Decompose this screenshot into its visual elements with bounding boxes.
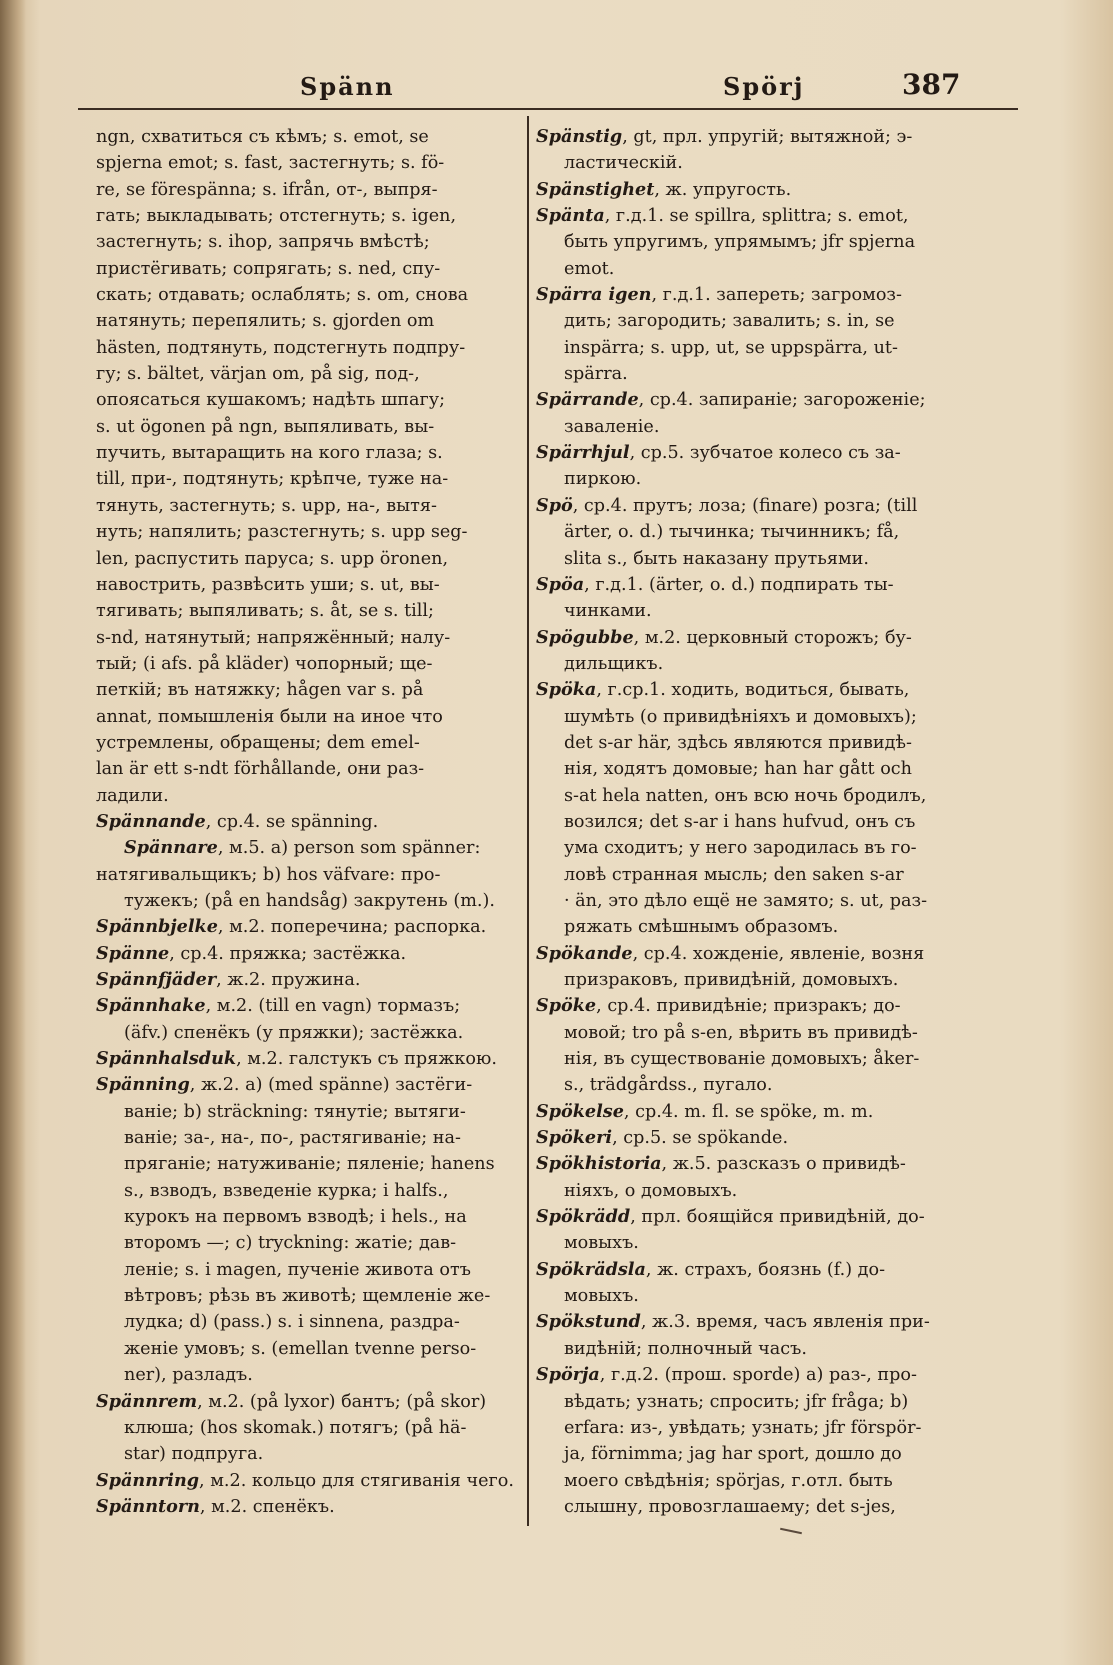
- right-column-line: s., trädgårdss., пугало.: [564, 1075, 773, 1096]
- headword: Spökande: [536, 942, 633, 964]
- left-column-line: s-nd, натянутый; напряжённый; налу-: [96, 627, 451, 648]
- headword: Spännbjelke: [96, 916, 218, 938]
- headword: Spännande: [96, 810, 206, 832]
- headword: Spärra igen: [536, 284, 652, 306]
- print-mark: [780, 1528, 802, 1535]
- book-spine-shadow: [0, 0, 26, 1665]
- headword: Spöa: [536, 573, 585, 595]
- left-column-line: клюша; (hos skomak.) потягъ; (på hä-: [124, 1417, 467, 1438]
- headword: Spännhalsduk: [96, 1048, 237, 1070]
- left-column-line: hästen, подтянуть, подстегнуть подпру-: [96, 337, 466, 358]
- right-column: [536, 124, 982, 1520]
- headword: Spänstighet: [536, 178, 655, 200]
- left-column-line: Spännare, м.5. a) person som spänner:: [124, 837, 481, 859]
- left-column-line: Spännring, м.2. кольцо для стягиванія чего.: [96, 1469, 514, 1491]
- headword: Spörja: [536, 1364, 600, 1386]
- right-column-line: призраковъ, привидѣній, домовыхъ.: [564, 970, 899, 990]
- right-column-line: видѣній; полночный часъ.: [564, 1338, 807, 1359]
- right-column-line: мовыхъ.: [564, 1233, 639, 1254]
- headword: Spöke: [536, 995, 597, 1017]
- right-column-line: слышну, провозглашаему; det s-jes,: [564, 1496, 896, 1517]
- right-column-line: нія, въ существованіе домовыхъ; åker-: [564, 1049, 920, 1070]
- left-running-head: Spänn: [300, 72, 395, 101]
- headword: Spänstig: [536, 126, 623, 147]
- left-column-line: натянуть; перепялить; s. gjorden om: [96, 311, 435, 332]
- column-divider: [527, 116, 529, 1526]
- left-column-line: нуть; напялить; разстегнуть; s. upp seg-: [96, 522, 468, 543]
- right-column-line: ніяхъ, о домовыхъ.: [564, 1180, 738, 1201]
- right-column-line: заваленіе.: [564, 416, 660, 437]
- left-column-line: пучить, вытаращить на кого глаза; s.: [96, 443, 443, 464]
- right-column-line: Spökhistoria, ж.5. разсказъ о привидѣ-: [536, 1153, 906, 1175]
- right-column-line: вѣдать; узнать; спросить; jfr fråga; b): [564, 1391, 909, 1412]
- headword: Spännfjäder: [96, 969, 217, 990]
- right-column-line: пиркою.: [564, 469, 642, 490]
- headword: Spärrande: [536, 389, 639, 411]
- headword: Spögubbe: [536, 626, 634, 648]
- left-column-line: Spänning, ж.2. a) (med spänne) застёги-: [96, 1074, 473, 1096]
- left-column-line: ваніе; b) sträckning: тянутіе; вытяги-: [124, 1101, 466, 1122]
- left-column-line: Spännhake, м.2. (till en vagn) тормазъ;: [96, 995, 461, 1017]
- left-column-line: лудка; d) (pass.) s. i sinnena, раздра-: [124, 1312, 460, 1333]
- left-column-line: тягивать; выпяливать; s. åt, se s. till;: [96, 601, 434, 622]
- right-column-line: slita s., быть наказану прутьями.: [564, 548, 869, 569]
- left-column-line: s., взводъ, взведеніе курка; i halfs.,: [124, 1180, 449, 1201]
- right-column-line: Spökande, ср.4. хожденіе, явленіе, возня: [536, 942, 925, 964]
- right-column-line: Spörja, г.д.2. (прош. sporde) a) раз-, про-: [536, 1364, 917, 1386]
- right-column-line: Spänstighet, ж. упругость.: [536, 178, 792, 200]
- left-column-line: Spänntorn, м.2. спенёкъ.: [96, 1495, 335, 1517]
- headword: Spänning: [96, 1074, 190, 1096]
- left-column-line: ваніе; за-, на-, по-, растягиваніе; на-: [124, 1128, 461, 1149]
- headword: Spännrem: [96, 1390, 198, 1412]
- right-column-line: ловѣ странная мысль; den saken s-ar: [564, 864, 904, 885]
- left-column-line: len, распустить паруса; s. upp öronen,: [96, 548, 449, 569]
- left-column: [96, 124, 520, 1520]
- left-column-line: пристёгивать; сопрягать; s. ned, спу-: [96, 258, 441, 279]
- left-column-line: till, при-, подтянуть; крѣпче, туже на-: [96, 469, 449, 490]
- right-column-line: det s-ar här, здѣсь являются привидѣ-: [564, 732, 912, 753]
- right-column-line: возился; det s-ar i hans hufvud, онъ съ: [564, 811, 916, 832]
- headword: Spökrädd: [536, 1206, 631, 1228]
- right-column-line: · än, это дѣло ещё не замято; s. ut, раз-: [564, 890, 928, 911]
- headword: Spännare: [124, 837, 218, 859]
- left-column-line: ner), разладъ.: [124, 1365, 253, 1386]
- left-column-line: (äfv.) спенёкъ (у пряжки); застёжка.: [124, 1022, 464, 1043]
- page-number: 387: [902, 68, 961, 101]
- left-column-line: второмъ —; c) tryckning: жатіе; дав-: [124, 1233, 457, 1254]
- left-column-line: Spännande, ср.4. se spänning.: [96, 810, 379, 832]
- headword: Spöka: [536, 679, 597, 701]
- left-column-line: lan är ett s-ndt förhållande, они раз-: [96, 759, 425, 780]
- headword: Spökhistoria: [536, 1153, 662, 1175]
- right-column-line: ума сходитъ; у него зародилась въ го-: [564, 838, 917, 859]
- left-column-line: ладили.: [96, 785, 169, 806]
- left-column-line: гать; выкладывать; отстегнуть; s. igen,: [96, 206, 457, 227]
- right-column-line: ряжать смѣшнымъ образомъ.: [564, 917, 839, 938]
- right-column-line: ärter, o. d.) тычинка; тычинникъ; få,: [564, 522, 900, 543]
- right-column-line: Spökstund, ж.3. время, часъ явленія при-: [536, 1311, 930, 1333]
- left-column-line: навострить, развѣсить уши; s. ut, вы-: [96, 574, 440, 595]
- headword: Spökstund: [536, 1311, 641, 1333]
- right-column-line: ластическій.: [564, 153, 683, 174]
- left-column-line: петкій; въ натяжку; hågen var s. på: [96, 680, 424, 701]
- header-rule: [78, 108, 1018, 110]
- left-column-line: Spännrem, м.2. (på lyxor) бантъ; (på skor): [96, 1390, 487, 1412]
- right-column-line: Spänstig, gt, прл. упругій; вытяжной; э-: [536, 126, 913, 147]
- left-column-line: устремлены, обращены; dem emel-: [96, 732, 420, 753]
- headword: Spänta: [536, 205, 605, 227]
- left-column-line: тый; (i afs. på kläder) чопорный; ще-: [96, 653, 433, 674]
- right-column-line: дильщикъ.: [564, 653, 664, 674]
- right-column-line: дить; загородить; завалить; s. in, se: [564, 311, 895, 332]
- headword: Spö: [536, 494, 573, 516]
- right-column-line: spärra.: [564, 364, 628, 385]
- left-column-line: Spännfjäder, ж.2. пружина.: [96, 969, 361, 990]
- left-column-line: s. ut ögonen på ngn, выпяливать, вы-: [96, 416, 435, 437]
- headword: Spökrädsla: [536, 1258, 646, 1280]
- right-column-line: Spöa, г.д.1. (ärter, o. d.) подпирать ты-: [536, 573, 894, 595]
- right-column-line: Spökrädsla, ж. страхъ, боязнь (f.) до-: [536, 1258, 886, 1280]
- headword: Spökelse: [536, 1100, 624, 1122]
- right-column-line: моего свѣдѣнія; spörjas, г.отл. быть: [564, 1470, 893, 1491]
- left-column-line: re, se förespänna; s. ifrån, от-, выпря-: [96, 179, 438, 200]
- left-column-line: скать; отдавать; ослаблять; s. om, снова: [96, 285, 469, 306]
- right-column-line: шумѣть (о привидѣніяхъ и домовыхъ);: [564, 706, 917, 727]
- right-column-line: Spögubbe, м.2. церковный сторожъ; бу-: [536, 626, 912, 648]
- right-column-line: s-at hela natten, онъ всю ночь бродилъ,: [564, 785, 927, 806]
- left-column-line: Spännbjelke, м.2. поперечина; распорка.: [96, 916, 487, 938]
- left-column-line: spjerna emot; s. fast, застегнуть; s. fö-: [96, 153, 445, 174]
- right-column-line: Spöke, ср.4. привидѣніе; призракъ; до-: [536, 995, 901, 1017]
- right-column-line: Spänta, г.д.1. se spillra, splittra; s. emot,: [536, 205, 909, 227]
- left-column-line: тужекъ; (på en handsåg) закрутень (m.).: [124, 890, 495, 911]
- left-column-line: опоясаться кушакомъ; надѣть шпагу;: [96, 390, 446, 411]
- left-column-line: вѣтровъ; рѣзь въ животѣ; щемленіе же-: [124, 1286, 491, 1307]
- right-column-line: Spöka, г.ср.1. ходить, водиться, бывать,: [536, 679, 910, 701]
- right-column-line: Spärra igen, г.д.1. запереть; загромоз-: [536, 284, 902, 306]
- headword: Spänntorn: [96, 1495, 200, 1517]
- left-column-line: пряганіе; натуживаніе; пяленіе; hanens: [124, 1154, 495, 1175]
- right-column-line: Spökeri, ср.5. se spökande.: [536, 1127, 789, 1149]
- left-column-line: тянуть, застегнуть; s. upp, на-, вытя-: [96, 495, 437, 516]
- right-column-line: чинками.: [564, 601, 652, 622]
- right-column-line: emot.: [564, 258, 615, 279]
- headword: Spännhake: [96, 995, 206, 1017]
- left-column-line: star) подпруга.: [124, 1444, 264, 1465]
- right-column-line: inspärra; s. upp, ut, se uppspärra, ut-: [564, 337, 898, 358]
- left-column-line: леніе; s. i magen, пученіе живота отъ: [124, 1259, 471, 1280]
- right-column-line: Spärrhjul, ср.5. зубчатое колесо съ за-: [536, 442, 901, 464]
- left-column-line: курокъ на первомъ взводѣ; i hels., на: [124, 1207, 467, 1228]
- left-column-line: гу; s. bältet, värjan om, på sig, под-,: [96, 364, 420, 385]
- right-column-line: ja, förnimma; jag har sport, дошло до: [564, 1444, 902, 1465]
- left-column-line: женіе умовъ; s. (emellan tvenne perso-: [124, 1338, 477, 1359]
- right-column-line: мовыхъ.: [564, 1286, 639, 1307]
- right-column-line: мовой; tro på s-en, вѣрить въ привидѣ-: [564, 1022, 918, 1043]
- right-column-line: Spö, ср.4. прутъ; лоза; (finare) розга; (till: [536, 494, 918, 516]
- left-column-line: ngn, схватиться съ кѣмъ; s. emot, se: [96, 127, 429, 147]
- left-column-line: Spänne, ср.4. пряжка; застёжка.: [96, 942, 407, 964]
- left-column-line: натягивальщикъ; b) hos väfvare: про-: [96, 864, 441, 885]
- headword: Spänne: [96, 942, 170, 964]
- left-column-line: annat, помышленія были на иное что: [96, 706, 443, 727]
- headword: Spännring: [96, 1469, 200, 1491]
- left-column-line: Spännhalsduk, м.2. галстукъ съ пряжкою.: [96, 1048, 497, 1070]
- right-column-line: Spökrädd, прл. боящійся привидѣній, до-: [536, 1206, 925, 1228]
- headword: Spökeri: [536, 1127, 613, 1149]
- right-column-line: erfara: из-, увѣдать; узнать; jfr förspör-: [564, 1417, 922, 1438]
- right-running-head: Spörj: [723, 72, 805, 101]
- left-column-line: застегнуть; s. ihop, запрячь вмѣстѣ;: [96, 232, 430, 253]
- right-column-line: Spärrande, ср.4. запираніе; загороженіе;: [536, 389, 926, 411]
- right-column-line: нія, ходятъ домовые; han har gått och: [564, 759, 912, 780]
- right-column-line: быть упругимъ, упрямымъ; jfr spjerna: [564, 232, 916, 253]
- right-column-line: Spökelse, ср.4. m. fl. se spöke, m. m.: [536, 1100, 874, 1122]
- headword: Spärrhjul: [536, 442, 630, 464]
